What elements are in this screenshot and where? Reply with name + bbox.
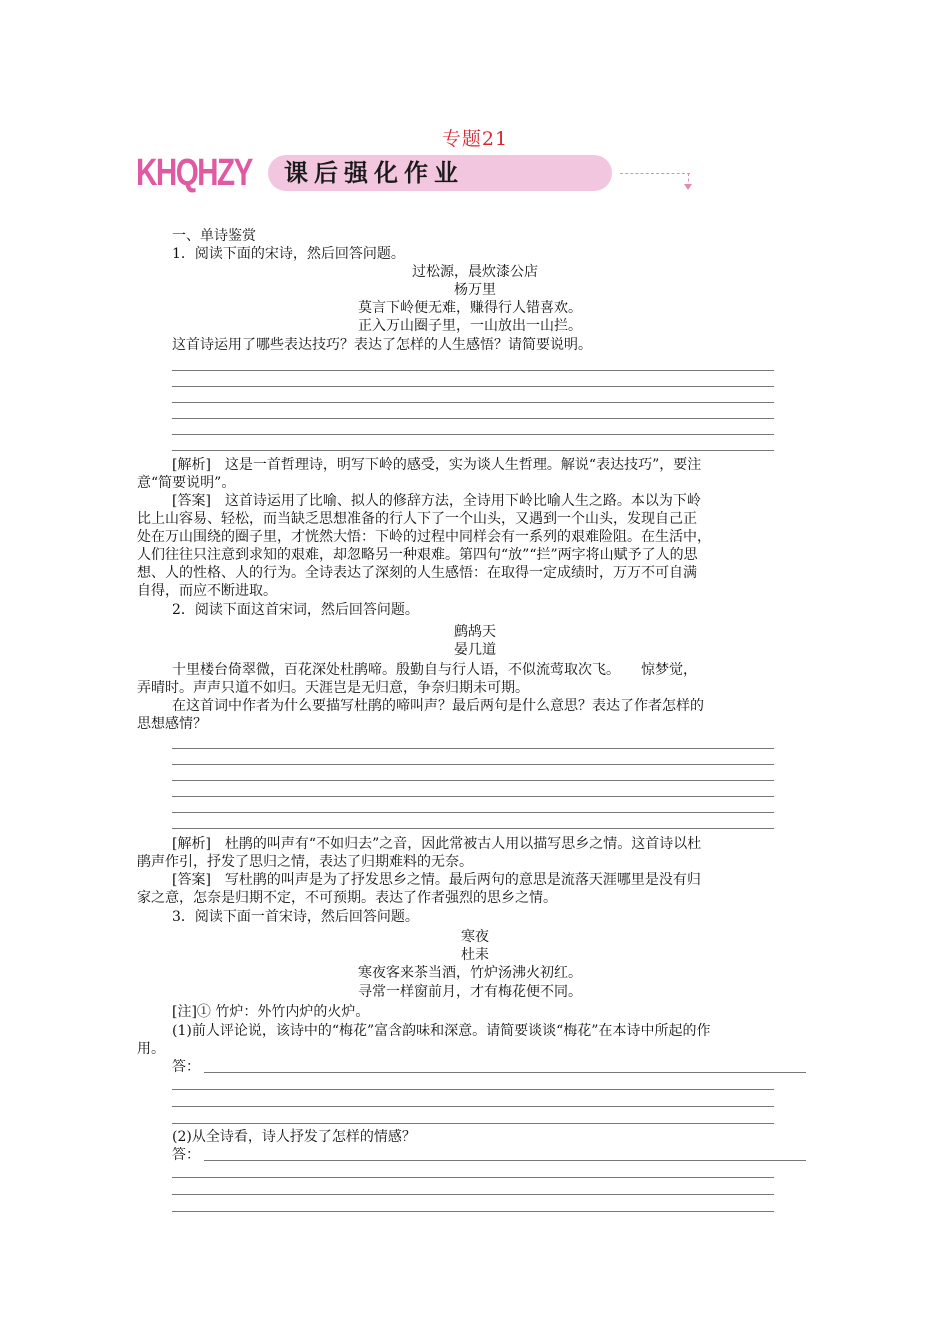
q1-prompt: 1．阅读下面的宋诗，然后回答问题。 — [172, 246, 405, 262]
q2-author: 晏几道 — [454, 642, 496, 658]
q1-answer: 处在万山围绕的圈子里，才恍然大悟：下岭的过程中同样会有一系列的艰难险阻。在生活中， — [137, 529, 711, 545]
q1-answer: [答案] 这首诗运用了比喻、拟人的修辞方法，全诗用下岭比喻人生之路。本以为下岭 — [172, 493, 701, 509]
q3-prompt: 3．阅读下面一首宋诗，然后回答问题。 — [172, 909, 419, 925]
answer-line — [172, 450, 774, 451]
q1-answer: 自得，而应不断进取。 — [137, 583, 277, 599]
answer-line[interactable] — [172, 1177, 774, 1178]
answer-line — [172, 780, 774, 781]
q1-poem-title: 过松源，晨炊漆公店 — [412, 264, 538, 280]
q2-analysis: [解析] 杜鹃的叫声有“不如归去”之音，因此常被古人用以描写思乡之情。这首诗以杜 — [172, 836, 702, 852]
answer-label: 答： — [172, 1147, 200, 1163]
banner-title: 课后强化作业 — [284, 159, 464, 187]
q1-question: 这首诗运用了哪些表达技巧？表达了怎样的人生感悟？请简要说明。 — [172, 337, 592, 353]
banner-dashed-line — [620, 173, 690, 174]
q1-analysis: 意“简要说明”。 — [137, 475, 236, 491]
answer-line — [172, 434, 774, 435]
q2-question: 思想感情？ — [137, 716, 207, 732]
q2-analysis: 鹃声作引，抒发了思归之情，表达了归期难料的无奈。 — [137, 854, 473, 870]
q2-text: 十里楼台倚翠微，百花深处杜鹃啼。殷勤自与行人语，不似流莺取次飞。 惊梦觉， — [172, 662, 697, 678]
q3-note: [注]① 竹炉：外竹内炉的火炉。 — [172, 1004, 370, 1020]
q2-poem-title: 鹧鸪天 — [454, 624, 496, 640]
q3-sub2: (2)从全诗看，诗人抒发了怎样的情感？ — [172, 1129, 416, 1145]
q2-question: 在这首词中作者为什么要描写杜鹃的啼叫声？最后两句是什么意思？表达了作者怎样的 — [172, 698, 704, 714]
answer-line — [172, 370, 774, 371]
answer-line — [172, 386, 774, 387]
answer-line — [172, 748, 774, 749]
q3-poem-title: 寒夜 — [461, 929, 489, 945]
q2-text: 弄晴时。声声只道不如归。天涯岂是无归意，争奈归期未可期。 — [137, 680, 529, 696]
answer-label: 答： — [172, 1059, 200, 1075]
q3-sub1: 用。 — [137, 1041, 165, 1057]
q3-sub1: (1)前人评论说，该诗中的“梅花”富含韵味和深意。请简要谈谈“梅花”在本诗中所起的作 — [172, 1023, 711, 1039]
topic-title: 专题21 — [441, 128, 509, 150]
q1-poem-line: 正入万山圈子里，一山放出一山拦。 — [358, 318, 582, 334]
answer-input-line[interactable] — [204, 1160, 806, 1161]
banner-logo: KHQHZY — [136, 152, 252, 194]
answer-line[interactable] — [172, 1106, 774, 1107]
answer-line — [172, 796, 774, 797]
q2-prompt: 2．阅读下面这首宋词，然后回答问题。 — [172, 602, 419, 618]
q2-answer: 家之意，怎奈是归期不定，不可预期。表达了作者强烈的思乡之情。 — [137, 890, 557, 906]
section-banner — [136, 150, 696, 196]
answer-line — [172, 828, 774, 829]
q1-answer: 人们往往只注意到求知的艰难，却忽略另一种艰难。第四句“放”“拦”两字将山赋予了人的思 — [137, 547, 698, 563]
answer-input-line[interactable] — [204, 1072, 806, 1073]
arrow-down-icon — [684, 184, 692, 190]
answer-line — [172, 764, 774, 765]
answer-line[interactable] — [172, 1089, 774, 1090]
section-heading: 一、单诗鉴赏 — [172, 228, 256, 244]
answer-line — [172, 418, 774, 419]
q2-answer: [答案] 写杜鹃的叫声是为了抒发思乡之情。最后两句的意思是流落天涯哪里是没有归 — [172, 872, 701, 888]
q3-poem-line: 寻常一样窗前月，才有梅花便不同。 — [358, 984, 582, 1000]
q1-analysis: [解析] 这是一首哲理诗，明写下岭的感受，实为谈人生哲理。解说“表达技巧”，要注 — [172, 457, 702, 473]
q3-poem-line: 寒夜客来茶当酒，竹炉汤沸火初红。 — [358, 965, 582, 981]
q3-author: 杜耒 — [461, 947, 489, 963]
q1-poem-line: 莫言下岭便无难，赚得行人错喜欢。 — [358, 300, 582, 316]
answer-line — [172, 812, 774, 813]
q1-answer: 想、人的性格、人的行为。全诗表达了深刻的人生感悟：在取得一定成绩时，万万不可自满 — [137, 565, 697, 581]
answer-line[interactable] — [172, 1123, 774, 1124]
q1-author: 杨万里 — [454, 282, 496, 298]
answer-line — [172, 402, 774, 403]
q1-answer: 比上山容易、轻松，而当缺乏思想准备的行人下了一个山头，又遇到一个山头，发现自己正 — [137, 511, 697, 527]
answer-line[interactable] — [172, 1194, 774, 1195]
answer-line[interactable] — [172, 1211, 774, 1212]
